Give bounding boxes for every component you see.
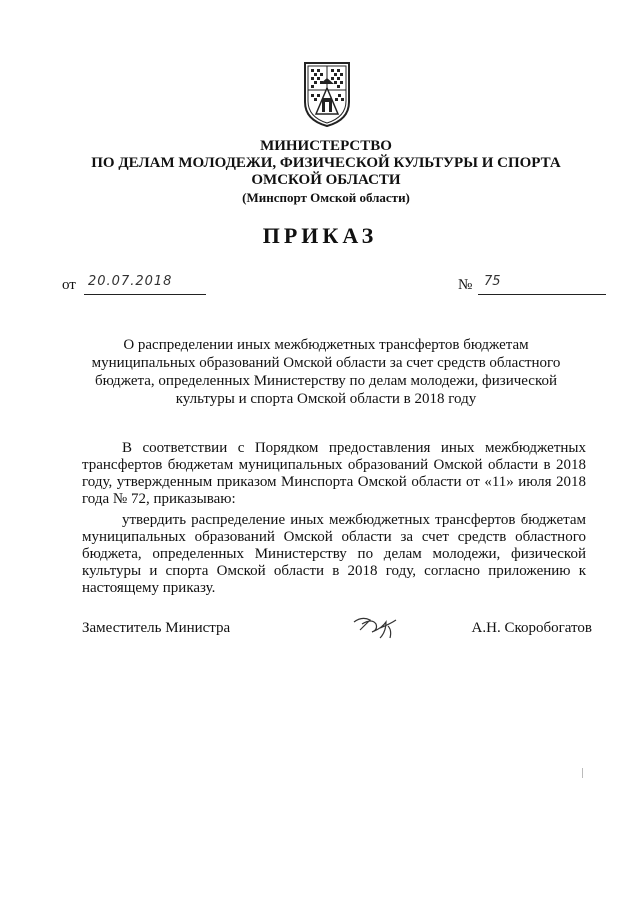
document-subject: О распределении иных межбюджетных трансфертов бюджетам муниципальных образований Омской области за счет средств областного бюджета, определенных Министерству по делам молодежи, физической культуры и спорта Омской области в 2018 году bbox=[91, 337, 561, 407]
ministry-title-line-1: МИНИСТЕРСТВО bbox=[260, 138, 392, 154]
date-underline bbox=[84, 294, 206, 295]
signatory-name: А.Н. Скоробогатов bbox=[471, 620, 592, 636]
number-prefix-label: № bbox=[458, 277, 473, 293]
scan-mark bbox=[582, 768, 583, 778]
number-handwritten-value: 75 bbox=[484, 274, 501, 289]
signature-block bbox=[82, 614, 592, 644]
body-paragraph-2: утвердить распределение иных межбюджетных трансфертов бюджетам муниципальных образований Омской области за счет средств областного бюджета, определенных Министерству по делам молодежи, физической культуры и спорта Омской области в 2018 году, согласно приложению к настоящему приказу. bbox=[82, 512, 586, 596]
coat-of-arms-icon bbox=[302, 60, 352, 128]
number-underline bbox=[478, 294, 606, 295]
document-type-heading: ПРИКАЗ bbox=[262, 223, 378, 248]
body-paragraph-1: В соответствии с Порядком предоставления иных межбюджетных трансфертов бюджетам муниципальных образований Омской области в 2018 году, утвержденным приказом Минспорта Омской области от «11» июля 2018 года № 72, приказываю: bbox=[82, 440, 586, 507]
ministry-title-line-2: ПО ДЕЛАМ МОЛОДЕЖИ, ФИЗИЧЕСКОЙ КУЛЬТУРЫ И СПОРТА bbox=[91, 155, 561, 171]
signature-icon bbox=[352, 614, 402, 642]
ministry-title-line-3: ОМСКОЙ ОБЛАСТИ bbox=[251, 172, 401, 188]
date-handwritten-value: 20.07.2018 bbox=[88, 274, 173, 289]
ministry-short-name: (Минспорт Омской области) bbox=[242, 190, 410, 205]
date-prefix-label: от bbox=[62, 277, 76, 293]
date-number-row bbox=[62, 274, 610, 298]
signatory-position: Заместитель Министра bbox=[82, 620, 231, 636]
